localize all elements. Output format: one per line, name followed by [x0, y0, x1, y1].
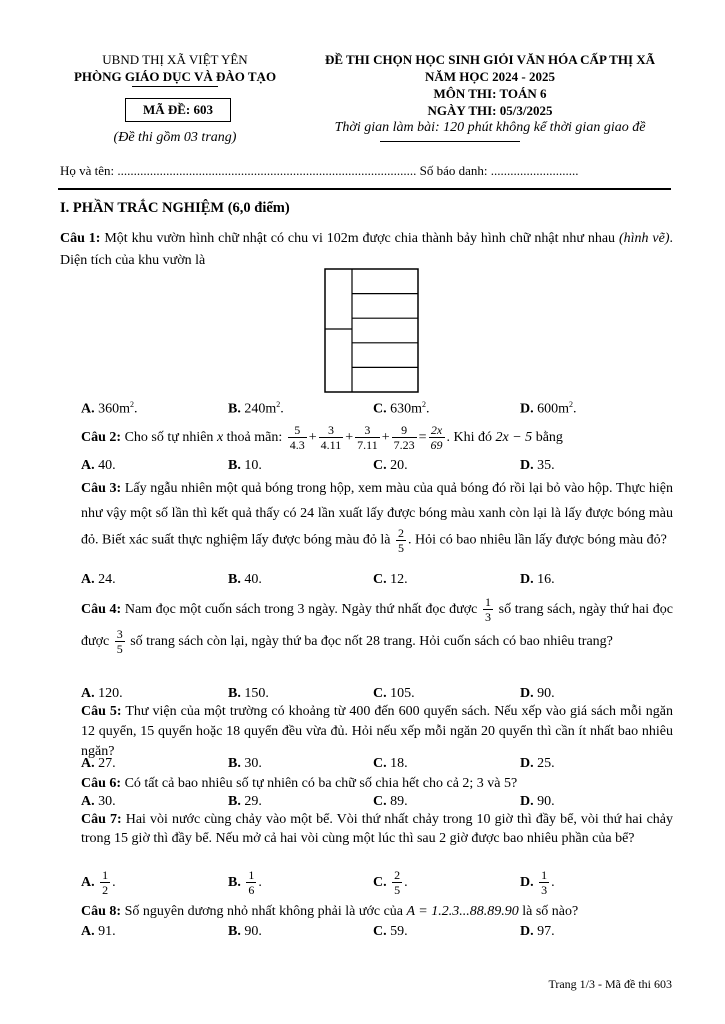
q4-frac-2: $\frac{3}{5}$ — [116, 627, 123, 657]
q1-option-a[interactable]: A. $360m^2$. — [81, 400, 138, 417]
q8-option-b[interactable]: B. 90. — [228, 924, 262, 939]
q5-option-b[interactable]: B. 30. — [228, 756, 262, 771]
q6-option-a[interactable]: A. 30. — [81, 794, 116, 809]
q8-option-a[interactable]: A. 91. — [81, 924, 116, 939]
q2-option-d[interactable]: D. 35. — [520, 458, 555, 473]
section-title: I. PHẦN TRẮC NGHIỆM (6,0 điểm) — [60, 200, 290, 216]
q7-label: Câu 7: — [81, 812, 122, 827]
q2-label: Câu 2: — [81, 430, 122, 445]
q2-frac-1: $\frac{5}{4.3}$ — [289, 423, 305, 453]
q1-option-d[interactable]: D. $600m^2$. — [520, 400, 577, 417]
pages-note: (Đề thi gồm 03 trang) — [113, 130, 237, 145]
page-footer: Trang 1/3 - Mã đề thi 603 — [548, 977, 672, 991]
q1-label: Câu 1: — [60, 231, 101, 246]
question-5: Câu 5: Thư viện của một trường có khoảng từ 400 đến 600 quyển sách. Nếu xếp vào giá sách mỗi ngăn 12 quyển, 15 quyển hoặc 18 quyển đều vừa đủ. Hỏi nếu xếp mỗi ngăn 20 quyển thì cần ít nhất bao nhiêu ngăn? — [81, 704, 673, 759]
question-8: Câu 8: Số nguyên dương nhỏ nhất không phải là ước của A = 1.2.3...88.89.90 là số nào? — [81, 904, 579, 919]
header-rule — [58, 188, 671, 190]
q4-option-d[interactable]: D. 90. — [520, 686, 555, 701]
dept-line-1: UBND THỊ XÃ VIỆT YÊN — [102, 52, 248, 67]
q3-frac: $\frac{2}{5}$ — [398, 526, 405, 555]
garden-outline — [325, 269, 418, 392]
question-6: Câu 6: Có tất cả bao nhiêu số tự nhiên có ba chữ số chia hết cho cả 2; 3 và 5? — [81, 776, 518, 791]
q4-option-b[interactable]: B. 150. — [228, 686, 269, 701]
time-note: Thời gian làm bài: 120 phút không kể thời gian giao đề — [334, 120, 646, 135]
dept-line-2: PHÒNG GIÁO DỤC VÀ ĐÀO TẠO — [73, 69, 277, 84]
exam-code-box: MÃ ĐỀ: 603 — [125, 98, 231, 122]
q5-option-c[interactable]: C. 18. — [373, 756, 408, 771]
q3-option-a[interactable]: A. 24. — [81, 572, 116, 587]
header-divider — [132, 86, 218, 87]
q3-option-d[interactable]: D. 16. — [520, 572, 555, 587]
q2-frac-5: $\frac{2x}{69}$ — [430, 423, 443, 453]
question-7: Câu 7: Hai vòi nước cùng chảy vào một bể. Vòi thứ nhất chảy trong 10 giờ thì đầy bể, vòi thứ hai chảy trong 15 giờ thì đầy bể. Nếu mở cả hai vòi cùng một lúc thì sau 2 giờ được bao nhiêu phần của bể? — [81, 812, 673, 846]
question-3: Câu 3: Lấy ngẫu nhiên một quả bóng trong hộp, xem màu của quả bóng đó rồi lại bỏ vào hộp. Thực hiện như vậy một số lần thì kết quả thấy có 24 lần xuất lấy được bóng màu xanh còn lại là lấy được bóng màu đỏ. Biết xác suất thực nghiệm lấy được bóng màu đỏ là $\frac{2}{5}$ . Hỏi có bao nhiêu lần lấy được bóng màu đỏ? — [81, 481, 673, 555]
subject: MÔN THI: TOÁN 6 — [433, 86, 547, 101]
q2-frac-2: $\frac{3}{4.11}$ — [320, 423, 342, 453]
q6-option-b[interactable]: B. 29. — [228, 794, 262, 809]
q6-option-d[interactable]: D. 90. — [520, 794, 555, 809]
q7-option-b[interactable]: B. $\frac{1}{6}$ . — [228, 868, 262, 898]
q8-option-d[interactable]: D. 97. — [520, 924, 555, 939]
q3-option-b[interactable]: B. 40. — [228, 572, 262, 587]
q1-option-b[interactable]: B. $240m^2$. — [228, 400, 284, 417]
exam-date: NGÀY THI: 05/3/2025 — [427, 103, 553, 118]
q4-frac-1: $\frac{1}{3}$ — [485, 595, 491, 625]
time-underline — [380, 141, 520, 142]
q7-option-d[interactable]: D. $\frac{1}{3}$ . — [520, 868, 555, 898]
q6-label: Câu 6: — [81, 776, 122, 791]
garden-figure — [324, 268, 420, 394]
q1-figure-ref: (hình vẽ) — [618, 231, 670, 246]
school-year: NĂM HỌC 2024 - 2025 — [425, 69, 555, 84]
q4-option-c[interactable]: C. 105. — [373, 686, 415, 701]
q4-option-a[interactable]: A. 120. — [81, 686, 123, 701]
q1-option-c[interactable]: C. $630m^2$. — [373, 400, 430, 417]
q7-option-c[interactable]: C. $\frac{2}{5}$ . — [373, 868, 408, 898]
q4-label: Câu 4: — [81, 602, 122, 617]
q3-label: Câu 3: — [81, 481, 122, 496]
q2-frac-4: $\frac{9}{7.23}$ — [393, 423, 415, 453]
q8-label: Câu 8: — [81, 904, 122, 919]
q2-option-c[interactable]: C. 20. — [373, 458, 408, 473]
q3-option-c[interactable]: C. 12. — [373, 572, 408, 587]
exam-title: ĐỀ THI CHỌN HỌC SINH GIỎI VĂN HÓA CẤP THỊ XÃ — [324, 52, 656, 67]
q6-option-c[interactable]: C. 89. — [373, 794, 408, 809]
question-4: Câu 4: Nam đọc một cuốn sách trong 3 ngày. Ngày thứ nhất đọc được $\frac{1}{3}$ số trang sách, ngày thứ hai đọc được $\frac{3}{5}$ số trang sách còn lại, ngày thứ ba đọc nốt 28 trang. Hỏi cuốn sách có bao nhiêu trang? — [81, 595, 674, 657]
q2-frac-3: $\frac{3}{7.11}$ — [357, 423, 378, 453]
q5-option-a[interactable]: A. 27. — [81, 756, 116, 771]
question-1 — [60, 228, 673, 272]
q1-text-end: . Diện tích của khu vườn là — [60, 231, 673, 268]
q7-option-a[interactable]: A. $\frac{1}{2}$ . — [81, 868, 116, 898]
q5-option-d[interactable]: D. 25. — [520, 756, 555, 771]
q2-option-a[interactable]: A. 40. — [81, 458, 116, 473]
student-info-line: Họ và tên: ............................................................................................ Số báo danh: ........................... — [60, 163, 579, 178]
q5-label: Câu 5: — [81, 704, 122, 719]
q1-text: Một khu vườn hình chữ nhật có chu vi 102m được chia thành bảy hình chữ nhật như nhau — [100, 231, 619, 246]
q2-option-b[interactable]: B. 10. — [228, 458, 262, 473]
question-2: Câu 2: Cho số tự nhiên x thoả mãn: $\frac{5}{4.3}$ + $\frac{3}{4.11}$ + $\frac{3}{7.11}$ + $\frac{9}{7.23}$ = $\frac{2x}{69}$ . Khi đó 2x − 5 bằng — [81, 423, 563, 453]
q8-option-c[interactable]: C. 59. — [373, 924, 408, 939]
